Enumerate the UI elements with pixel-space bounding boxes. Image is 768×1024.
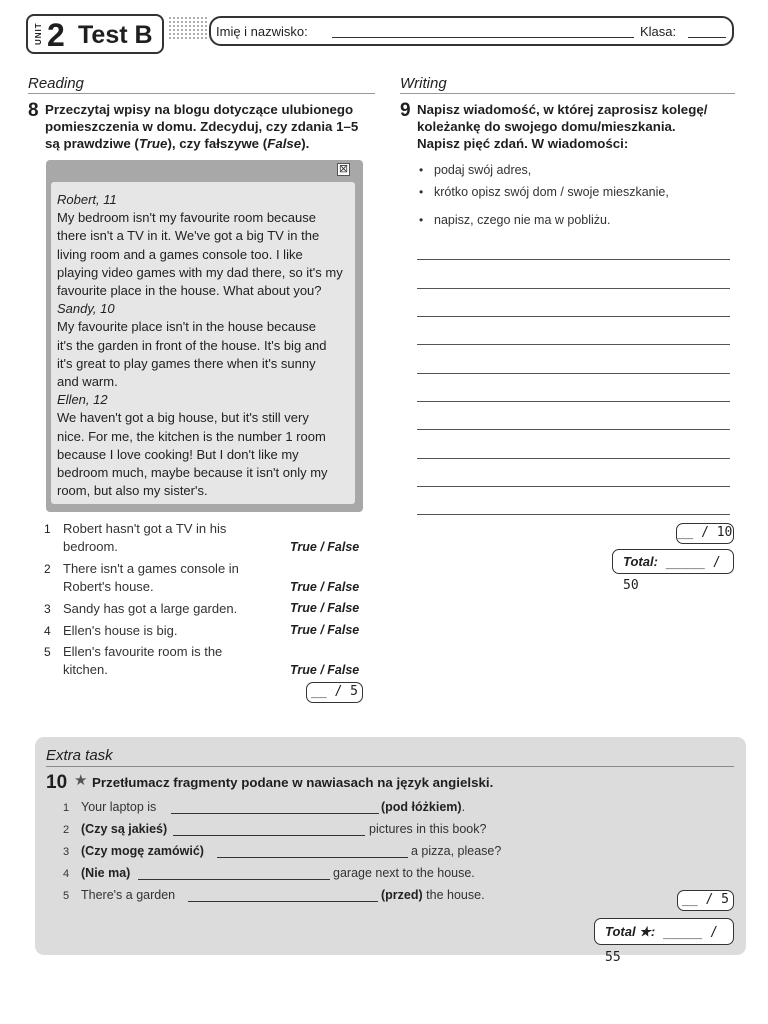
bullet-icon: •	[419, 213, 424, 227]
class-field[interactable]	[688, 37, 726, 38]
extra-item-2-blank[interactable]	[173, 835, 365, 836]
question-1-text: Robert hasn't got a TV in his bedroom.	[63, 521, 227, 554]
extra-item-1-before: Your laptop is	[81, 800, 157, 814]
extra-item-4-after: garage next to the house.	[333, 866, 475, 880]
question-5-number: 5	[44, 645, 51, 659]
name-field[interactable]	[332, 37, 634, 38]
question-1-number: 1	[44, 522, 51, 536]
task-10-instruction: Przetłumacz fragmenty podane w nawiasach na język angielski.	[92, 775, 494, 790]
extra-item-5-number: 5	[63, 890, 70, 902]
task-10-number: 10	[46, 772, 68, 793]
name-label: Imię i nazwisko:	[216, 24, 308, 39]
writing-bullet-1: podaj swój adres,	[434, 163, 532, 177]
question-4-true-false[interactable]: True / False	[290, 623, 360, 637]
class-label: Klasa:	[640, 24, 677, 39]
extra-item-5-before: There's a garden	[81, 888, 176, 902]
question-5-true-false[interactable]: True / False	[290, 663, 360, 677]
unit-number: 2	[47, 17, 65, 53]
task-9-instruction: Napisz wiadomość, w której zaprosisz kolegę/ koleżankę do swojego domu/mieszkania. Napisz pięć zdań. W wiadomości:	[417, 102, 708, 151]
question-3-true-false[interactable]: True / False	[290, 601, 360, 615]
question-2-text: There isn't a games console in Robert's house.	[63, 561, 239, 594]
question-2-number: 2	[44, 562, 51, 576]
test-title: Test B	[78, 21, 153, 49]
total-score-box[interactable]: Total: _____ / 50	[612, 549, 734, 574]
writing-bullet-2: krótko opisz swój dom / swoje mieszkanie,	[434, 185, 669, 199]
extra-item-3-after: a pizza, please?	[411, 844, 502, 858]
task-8-number: 8	[28, 100, 39, 121]
bullet-icon: •	[419, 185, 424, 199]
writing-bullet-3: napisz, czego nie ma w pobliżu.	[434, 213, 611, 227]
star-icon: ★	[74, 772, 88, 789]
writing-rule	[400, 93, 735, 94]
extra-item-5-blank[interactable]	[188, 901, 378, 902]
writing-line[interactable]	[417, 514, 730, 515]
question-3-text: Sandy has got a large garden.	[63, 601, 238, 616]
question-4-text: Ellen's house is big.	[63, 623, 178, 638]
question-4-number: 4	[44, 624, 51, 638]
question-2-true-false[interactable]: True / False	[290, 580, 360, 594]
task-8-instruction: Przeczytaj wpisy na blogu dotyczące ulubionego pomieszczenia w domu. Zdecyduj, czy zdania 1–5 są prawdziwe (True), czy fałszywe (False).	[45, 102, 359, 151]
question-1-true-false[interactable]: True / False	[290, 540, 360, 554]
writing-line[interactable]	[417, 344, 730, 345]
writing-line[interactable]	[417, 401, 730, 402]
extra-item-1-number: 1	[63, 802, 70, 814]
reading-rule	[28, 93, 375, 94]
extra-item-4-prompt: (Nie ma)	[81, 866, 131, 880]
task-9-number: 9	[400, 100, 411, 121]
question-5-text: Ellen's favourite room is the kitchen.	[63, 644, 223, 677]
reading-heading: Reading	[28, 75, 84, 92]
extra-item-4-blank[interactable]	[138, 879, 330, 880]
extra-item-2-number: 2	[63, 824, 70, 836]
extra-item-4-number: 4	[63, 868, 70, 880]
extra-item-2-prompt: (Czy są jakieś)	[81, 822, 168, 836]
writing-score-box[interactable]: __ / 10	[676, 523, 734, 544]
writing-line[interactable]	[417, 458, 730, 459]
writing-line[interactable]	[417, 373, 730, 374]
blog-post-robert: Robert, 11 My bedroom isn't my favourite room because there isn't a TV in it. We've got a big TV in the living room and a games console too. I like playing video games with my dad there, so it's my favourite place in the house. What about you? Sandy, 10 My favourite place isn't in the house because it's the garden in front of the house. It's big and it's great to play games there when it's sunny and warm. Ellen, 12 We haven't got a big house, but it's still very nice. For me, the kitchen is the number 1 room because I love cooking! But I don't like my bedroom much, maybe because it isn't only my room, but also my sister's.	[57, 192, 343, 499]
extra-item-3-blank[interactable]	[217, 857, 408, 858]
extra-item-2-after: pictures in this book?	[369, 822, 487, 836]
writing-line[interactable]	[417, 259, 730, 260]
dot-pattern-decoration	[168, 16, 208, 40]
close-icon[interactable]: ⊠	[338, 163, 349, 175]
unit-word: UNIT	[34, 22, 43, 46]
writing-heading: Writing	[400, 75, 447, 92]
writing-line[interactable]	[417, 429, 730, 430]
extra-item-1-blank[interactable]	[171, 813, 379, 814]
extra-item-3-prompt: (Czy mogę zamówić)	[81, 844, 204, 858]
bullet-icon: •	[419, 163, 424, 177]
writing-line[interactable]	[417, 486, 730, 487]
extra-item-5-after: (przed) the house.	[381, 888, 485, 902]
extra-total-score-box[interactable]: Total ★: _____ / 55	[594, 918, 734, 945]
extra-task-rule	[46, 766, 734, 767]
writing-line[interactable]	[417, 316, 730, 317]
writing-line[interactable]	[417, 288, 730, 289]
extra-item-1-after: (pod łóżkiem).	[381, 800, 466, 814]
extra-score-box[interactable]: __ / 5	[677, 890, 734, 911]
extra-task-heading: Extra task	[46, 747, 113, 764]
extra-item-3-number: 3	[63, 846, 70, 858]
reading-score-box[interactable]: __ / 5	[306, 682, 363, 703]
question-3-number: 3	[44, 602, 51, 616]
